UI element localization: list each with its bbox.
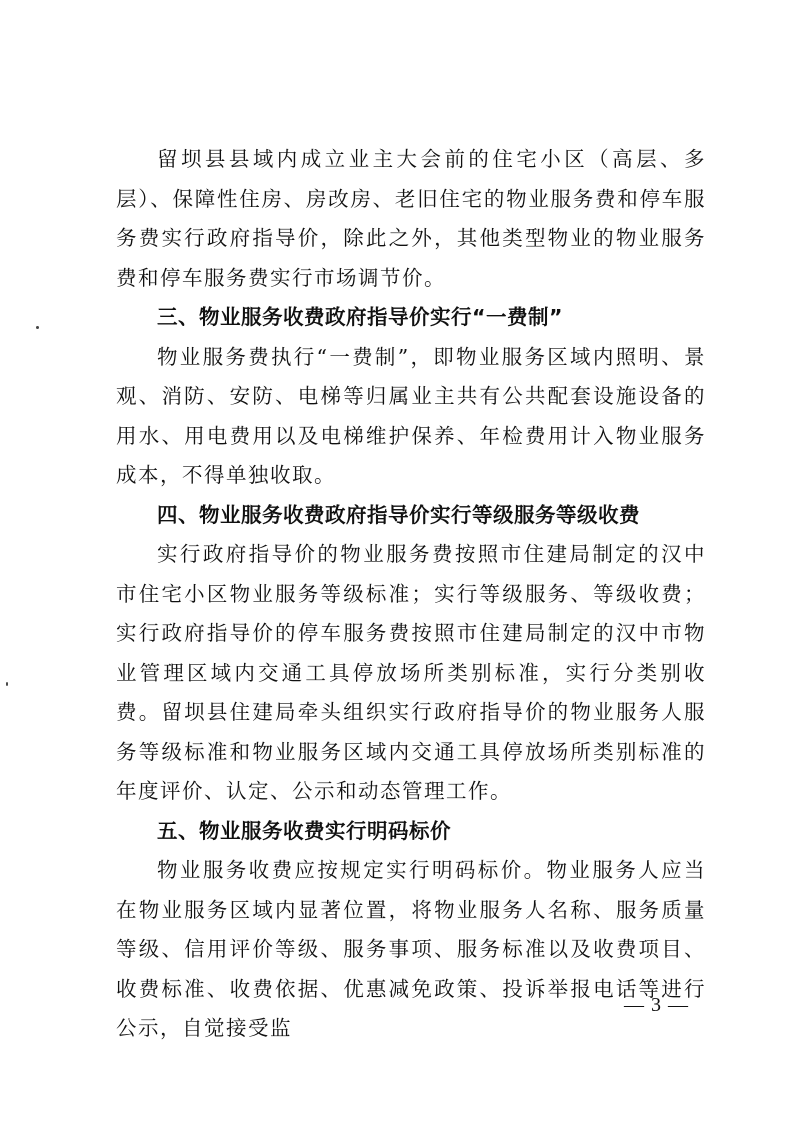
heading-section-4: 四、物业服务收费政府指导价实行等级服务等级收费 bbox=[157, 502, 640, 527]
heading-section-3: 三、物业服务收费政府指导价实行“一费制” bbox=[157, 305, 563, 329]
paragraph-scope: 留坝县县域内成立业主大会前的住宅小区（高层、多层）、保障性住房、房改房、老旧住宅的物业服务费和停车服务费实行政府指导价，除此之外，其他类型物业的物业服务费和停车服务费实行市场调节价。 bbox=[116, 147, 706, 290]
page-number: — 3 — bbox=[624, 994, 689, 1016]
paragraph-one-fee-system: 物业服务费执行“一费制”，即物业服务区域内照明、景观、消防、安防、电梯等归属业主共有公共配套设施设备的用水、用电费用以及电梯维护保养、年检费用计入物业服务成本，不得单独收取。 bbox=[116, 344, 706, 487]
paragraph-grade-service: 实行政府指导价的物业服务费按照市住建局制定的汉中市住宅小区物业服务等级标准；实行等级服务、等级收费；实行政府指导价的停车服务费按照市住建局制定的汉中市物业管理区域内交通工具停放场所类别标准，实行分类别收费。留坝县住建局牵头组织实行政府指导价的物业服务人服务等级标准和物业服务区域内交通工具停放场所类别标准的年度评价、认定、公示和动态管理工作。 bbox=[116, 542, 706, 803]
scan-speck bbox=[36, 326, 39, 329]
paragraph-price-marking: 物业服务收费应按规定实行明码标价。物业服务人应当在物业服务区域内显著位置，将物业服务人名称、服务质量等级、信用评价等级、服务事项、服务标准以及收费项目、收费标准、收费依据、优惠减免政策、投诉举报电话等进行公示，自觉接受监 bbox=[116, 858, 706, 1040]
heading-section-5: 五、物业服务收费实行明码标价 bbox=[157, 818, 451, 843]
scan-speck bbox=[6, 682, 8, 686]
document-body bbox=[116, 140, 706, 1049]
